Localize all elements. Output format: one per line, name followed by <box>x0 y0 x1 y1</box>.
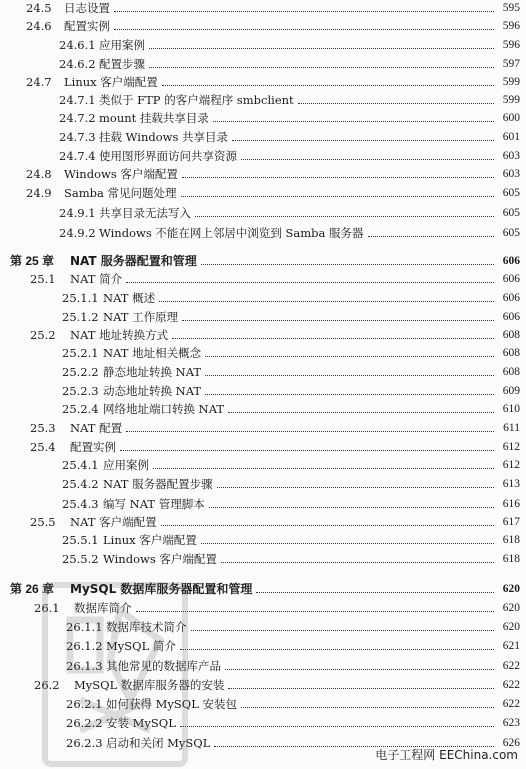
toc-entry-number: 25.2.2 <box>62 365 99 379</box>
toc-entry-number: 第 26 章 <box>10 582 55 596</box>
toc-entry-title: Linux 客户端配置 <box>103 533 197 547</box>
toc-entry-number: 24.6.1 <box>59 38 96 52</box>
toc-page-number: 596 <box>502 39 520 51</box>
toc-entry[interactable] <box>66 638 520 654</box>
toc-entry[interactable] <box>59 129 520 145</box>
toc-chapter-entry[interactable] <box>10 253 520 269</box>
toc-page-number: 599 <box>502 94 520 106</box>
toc-page-number: 606 <box>502 255 520 267</box>
dot-leader <box>209 506 494 508</box>
toc-entry-title: NAT 地址转换方式 <box>70 328 169 342</box>
toc-entry-number: 24.6 <box>26 19 52 33</box>
toc-entry-number: 26.2.1 <box>66 697 103 711</box>
toc-page-number: 595 <box>502 2 520 14</box>
toc-page-number: 605 <box>502 207 520 219</box>
dot-leader <box>114 10 494 12</box>
toc-entry-title: 动态地址转换 NAT <box>103 384 202 398</box>
toc-page-number: 597 <box>502 58 520 70</box>
toc-entry-title: NAT 客户端配置 <box>70 515 157 529</box>
toc-page-number: 620 <box>502 621 520 633</box>
toc-entry-number: 26.1.1 <box>66 620 103 634</box>
toc-page-number: 623 <box>502 717 520 729</box>
toc-entry-title: 网络地址端口转换 NAT <box>103 402 225 416</box>
toc-entry-number: 25.4.2 <box>62 477 99 491</box>
toc-page-number: 610 <box>502 403 520 415</box>
dot-leader <box>126 430 494 432</box>
toc-entry-number: 25.1.1 <box>62 291 99 305</box>
toc-entry[interactable] <box>59 92 520 108</box>
toc-entry-number: 25.2.3 <box>62 384 99 398</box>
toc-entry-title: Linux 客户端配置 <box>64 75 158 89</box>
toc-entry-number: 24.9 <box>26 186 52 200</box>
dot-leader <box>201 263 494 265</box>
dot-leader <box>149 66 494 68</box>
dot-leader <box>195 215 494 217</box>
toc-entry-number: 25.2.1 <box>62 346 99 360</box>
toc-entry[interactable] <box>62 383 520 399</box>
toc-entry[interactable] <box>59 225 520 241</box>
toc-page-number: 621 <box>502 640 520 652</box>
toc-entry[interactable] <box>26 0 520 16</box>
toc-entry-title: 静态地址转换 NAT <box>103 365 202 379</box>
toc-entry-title: 安装 MySQL <box>106 716 176 730</box>
toc-entry-number: 26.1 <box>34 601 60 615</box>
toc-entry[interactable] <box>62 496 520 512</box>
toc-page-number: 620 <box>502 602 520 614</box>
toc-entry[interactable] <box>26 166 520 182</box>
dot-leader <box>180 648 494 650</box>
toc-entry-title: MySQL 数据库服务器的安装 <box>74 678 225 692</box>
toc-page-number: 605 <box>502 227 520 239</box>
dot-leader <box>201 542 494 544</box>
toc-entry-number: 26.2.2 <box>66 716 103 730</box>
toc-entry[interactable] <box>30 514 520 530</box>
toc-entry[interactable] <box>66 696 520 712</box>
dot-leader <box>368 235 494 237</box>
toc-entry-number: 25.5.1 <box>62 533 99 547</box>
toc-page-number: 626 <box>502 737 520 749</box>
toc-entry-number: 25.4 <box>30 440 56 454</box>
dot-leader <box>213 120 494 122</box>
toc-entry[interactable] <box>34 600 520 616</box>
toc-entry-title: NAT 工作原理 <box>103 310 179 324</box>
toc-entry[interactable] <box>62 551 520 567</box>
toc-entry-number: 24.8 <box>26 167 52 181</box>
toc-entry-title: NAT 服务器配置和管理 <box>70 254 197 268</box>
toc-entry-title: mount 挂载共享目录 <box>99 111 209 125</box>
footer-brand: 电子工程网 EEChina.com <box>375 748 518 762</box>
dot-leader <box>232 139 494 141</box>
toc-entry-title: 数据库简介 <box>74 601 132 615</box>
dot-leader <box>205 393 494 395</box>
toc-page-number: 601 <box>502 131 520 143</box>
toc-entry-number: 25.1.2 <box>62 310 99 324</box>
dot-leader <box>159 300 494 302</box>
toc-page-number: 608 <box>502 329 520 341</box>
toc-entry[interactable] <box>62 401 520 417</box>
toc-entry-number: 25.3 <box>30 421 56 435</box>
toc-entry[interactable] <box>66 715 520 731</box>
toc-entry-title: 日志设置 <box>64 1 110 15</box>
toc-page-number: 596 <box>502 20 520 32</box>
toc-entry[interactable] <box>30 327 520 343</box>
toc-entry-number: 24.7.3 <box>59 130 96 144</box>
toc-entry-title: 挂载 Windows 共享目录 <box>99 130 229 144</box>
toc-entry-title: NAT 配置 <box>70 421 123 435</box>
toc-entry-title: Windows 客户端配置 <box>64 167 178 181</box>
toc-page-number: 613 <box>502 478 520 490</box>
toc-page-number: 609 <box>502 385 520 397</box>
toc-page-number: 622 <box>502 679 520 691</box>
toc-entry[interactable] <box>62 532 520 548</box>
toc-entry-number: 24.7.2 <box>59 111 96 125</box>
dot-leader <box>181 195 494 197</box>
toc-entry[interactable] <box>34 677 520 693</box>
toc-page-number: 611 <box>503 422 520 434</box>
dot-leader <box>120 449 494 451</box>
toc-page-number: 612 <box>502 441 520 453</box>
toc-entry-title: Samba 常见问题处理 <box>64 186 177 200</box>
toc-page-number: 617 <box>502 516 520 528</box>
toc-page-number: 599 <box>502 76 520 88</box>
toc-entry-number: 25.5 <box>30 515 56 529</box>
toc-entry[interactable] <box>30 439 520 455</box>
toc-entry-title: 编写 NAT 管理脚本 <box>103 497 205 511</box>
toc-page-number: 612 <box>502 459 520 471</box>
toc-entry-number: 25.2 <box>30 328 56 342</box>
toc-entry-title: 共享目录无法写入 <box>99 206 191 220</box>
toc-entry-title: 配置实例 <box>64 19 110 33</box>
dot-leader <box>136 610 495 612</box>
toc-entry-number: 24.9.2 <box>59 226 96 240</box>
dot-leader <box>126 281 494 283</box>
toc-entry-number: 24.7 <box>26 75 52 89</box>
toc-entry-title: 配置实例 <box>70 440 116 454</box>
toc-entry-title: 类似于 FTP 的客户端程序 smbclient <box>99 93 294 107</box>
toc-entry-title: 应用案例 <box>103 458 149 472</box>
dot-leader <box>298 102 494 104</box>
toc-entry[interactable] <box>66 658 520 674</box>
toc-entry[interactable] <box>59 110 520 126</box>
dot-leader <box>228 687 494 689</box>
toc-page-number: 606 <box>502 273 520 285</box>
toc-page-number: 603 <box>502 168 520 180</box>
toc-entry-title: 其他常见的数据库产品 <box>106 659 221 673</box>
toc-entry[interactable] <box>26 185 520 201</box>
toc-entry-title: 数据库技术简介 <box>106 620 187 634</box>
dot-leader <box>182 176 494 178</box>
toc-entry-number: 25.2.4 <box>62 402 99 416</box>
toc-page-number: 622 <box>502 660 520 672</box>
toc-entry[interactable] <box>30 271 520 287</box>
toc-entry[interactable] <box>59 148 520 164</box>
toc-entry-number: 24.9.1 <box>59 206 96 220</box>
toc-entry-number: 24.7.4 <box>59 149 96 163</box>
toc-chapter-entry[interactable] <box>10 581 520 597</box>
toc-page-number: 606 <box>502 292 520 304</box>
toc-entry-number: 24.5 <box>26 1 52 15</box>
toc-entry[interactable] <box>62 457 520 473</box>
toc-entry[interactable] <box>30 420 520 436</box>
toc-page-number: 616 <box>502 498 520 510</box>
toc-page-number: 603 <box>502 150 520 162</box>
toc-entry[interactable] <box>62 345 520 361</box>
dot-leader <box>225 668 494 670</box>
dot-leader <box>221 561 494 563</box>
toc-page-number: 608 <box>502 366 520 378</box>
toc-page-number: 618 <box>502 534 520 546</box>
dot-leader <box>228 411 494 413</box>
toc-entry[interactable] <box>26 18 520 34</box>
toc-entry-number: 25.1 <box>30 272 56 286</box>
toc-entry-title: NAT 简介 <box>70 272 123 286</box>
toc-entry[interactable] <box>62 364 520 380</box>
dot-leader <box>172 337 494 339</box>
toc-entry-title: NAT 服务器配置步骤 <box>103 477 213 491</box>
dot-leader <box>161 524 494 526</box>
toc-entry[interactable] <box>62 309 520 325</box>
toc-entry[interactable] <box>26 74 520 90</box>
dot-leader <box>217 486 494 488</box>
toc-entry-number: 25.5.2 <box>62 552 99 566</box>
toc-page-number: 600 <box>502 112 520 124</box>
toc-entry-title: 使用图形界面访问共享资源 <box>99 149 237 163</box>
toc-entry-title: NAT 概述 <box>103 291 156 305</box>
toc-entry-title: MySQL 简介 <box>106 639 176 653</box>
toc-page-number: 622 <box>502 698 520 710</box>
dot-leader <box>162 84 494 86</box>
toc-page-number: 618 <box>502 553 520 565</box>
toc-entry-title: Windows 客户端配置 <box>103 552 217 566</box>
toc-page-number: 608 <box>502 347 520 359</box>
toc-entry[interactable] <box>66 619 520 635</box>
dot-leader <box>114 28 494 30</box>
toc-entry-title: 应用案例 <box>99 38 145 52</box>
dot-leader <box>182 319 494 321</box>
toc-entry-title: 启动和关闭 MySQL <box>106 736 211 750</box>
dot-leader <box>241 158 494 160</box>
toc-entry-number: 24.7.1 <box>59 93 96 107</box>
dot-leader <box>256 591 494 593</box>
toc-entry[interactable] <box>59 56 520 72</box>
toc-page-number: 620 <box>502 583 520 595</box>
toc-entry-title: 配置步骤 <box>99 57 145 71</box>
dot-leader <box>191 629 495 631</box>
dot-leader <box>205 355 494 357</box>
toc-entry-number: 25.4.1 <box>62 458 99 472</box>
dot-leader <box>241 706 494 708</box>
toc-entry-title: 如何获得 MySQL 安装包 <box>106 697 238 711</box>
toc-entry-number: 第 25 章 <box>10 254 55 268</box>
toc-entry-number: 25.4.3 <box>62 497 99 511</box>
dot-leader <box>180 725 494 727</box>
toc-entry-number: 24.6.2 <box>59 57 96 71</box>
toc-entry-title: MySQL 数据库服务器配置和管理 <box>70 582 253 596</box>
dot-leader <box>205 374 494 376</box>
toc-entry-number: 26.1.2 <box>66 639 103 653</box>
dot-leader <box>153 467 494 469</box>
toc-page-number: 606 <box>502 311 520 323</box>
toc-entry-number: 26.2.3 <box>66 736 103 750</box>
toc-entry-title: Windows 不能在网上邻居中浏览到 Samba 服务器 <box>99 226 364 240</box>
toc-entry[interactable] <box>62 476 520 492</box>
toc-entry-number: 26.2 <box>34 678 60 692</box>
toc-entry[interactable] <box>59 205 520 221</box>
toc-entry[interactable] <box>59 37 520 53</box>
toc-entry-title: NAT 地址相关概念 <box>103 346 202 360</box>
toc-entry[interactable] <box>62 290 520 306</box>
toc-entry-number: 26.1.3 <box>66 659 103 673</box>
dot-leader <box>149 47 494 49</box>
toc-page-number: 605 <box>502 187 520 199</box>
